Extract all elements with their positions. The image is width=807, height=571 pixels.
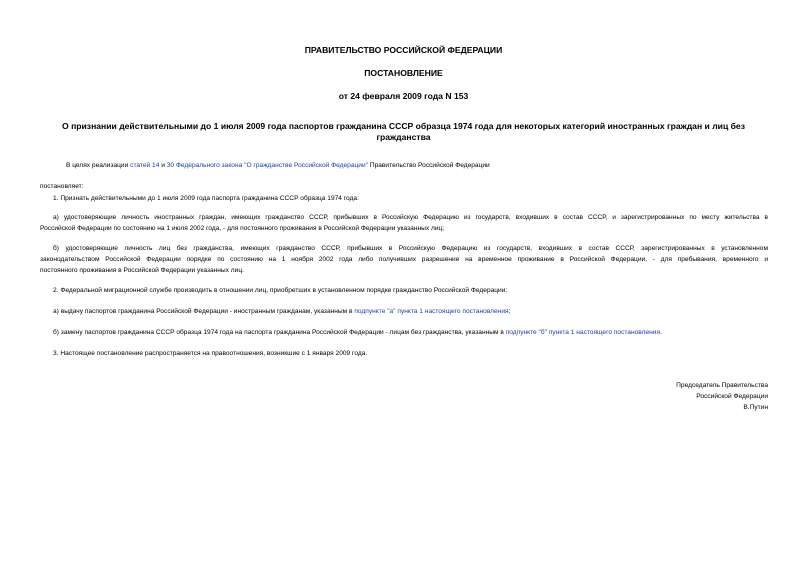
item1-intro: 1. Признать действительными до 1 июля 2009 года паспорта гражданина СССР образца 1974 года:: [53, 195, 359, 202]
link-subitem-b[interactable]: подпункте "б" пункта 1 настоящего постановления: [505, 329, 661, 336]
signature-name: В.Путин: [743, 404, 768, 411]
item2-subitem-b: [53, 327, 662, 338]
government-heading: ПРАВИТЕЛЬСТВО РОССИЙСКОЙ ФЕДЕРАЦИИ: [304, 45, 503, 55]
item1-b-line1: б) удостоверяющие личность лиц без гражданства, имеющих гражданство СССР, прибывших в Российскую Федерацию из государств, входивших в состав СССР, зарегистрированных в установленном: [53, 245, 768, 252]
preamble-suffix: Правительство Российской Федерации: [369, 162, 490, 169]
link-subitem-a[interactable]: подпункте "а" пункта 1 настоящего постановления: [354, 308, 509, 315]
link-article-14[interactable]: статей 14: [130, 162, 160, 169]
item1-subitem-a: [40, 212, 768, 234]
item2-a-end: ;: [508, 308, 511, 315]
date-number-heading: от 24 февраля 2009 года N 153: [338, 91, 469, 101]
item2-a-text: а) выдачу паспортов гражданина Российской Федерации - иностранным гражданам, указанным в: [53, 308, 353, 315]
item1-b-line3: постоянного проживания в Российской Федерации указанных лиц.: [40, 267, 244, 274]
item2-subitem-a: [53, 306, 510, 317]
item1-subitem-b: [40, 243, 768, 276]
item1-a-line1: а) удостоверяющие личность иностранных граждан, имеющих гражданство СССР, прибывших в Российскую Федерацию из государств, входивших в состав СССР, и зарегистрированных по месту жительства в: [53, 214, 768, 221]
item3: 3. Настоящее постановление распространяется на правоотношения, возникшие с 1 января 2009 года.: [53, 350, 368, 357]
link-citizenship-law[interactable]: 30 Федерального закона "О гражданстве Российской Федерации": [166, 162, 369, 169]
preamble-prefix: В целях реализации: [66, 162, 129, 169]
preamble: [66, 160, 490, 171]
preamble-and: и: [161, 162, 165, 169]
item1-a-line2: Российской Федерации по состоянию на 1 июля 2002 года, - для постоянного проживания в Российской Федерации указанных лиц;: [40, 225, 445, 232]
document-type-heading: ПОСТАНОВЛЕНИЕ: [364, 68, 443, 78]
item2-intro: 2. Федеральной миграционной службе производить в отношении лиц, приобретших в установленном порядке гражданство Российской Федерации:: [53, 287, 508, 294]
signature-position-line1: Председатель Правительства: [676, 382, 768, 389]
signature-position-line2: Российской Федерации: [696, 393, 768, 400]
item2-b-text: б) замену паспортов гражданина СССР образца 1974 года на паспорта гражданина Российской Федерации - лицам без гражданства, указанным в: [53, 329, 504, 336]
decides-text: постановляет:: [40, 183, 84, 190]
document-title: О признании действительными до 1 июля 2009 года паспортов гражданина СССР образца 1974 года для некоторых категорий иностранных граждан и лиц без гражданства: [62, 121, 745, 142]
item1-b-line2: законодательством Российской Федерации порядке по состоянию на 1 ноября 2002 года либо получивших разрешение на временное проживание в Российской Федерации, - для пребывания, временного и: [40, 256, 768, 263]
item2-b-end: .: [660, 329, 662, 336]
